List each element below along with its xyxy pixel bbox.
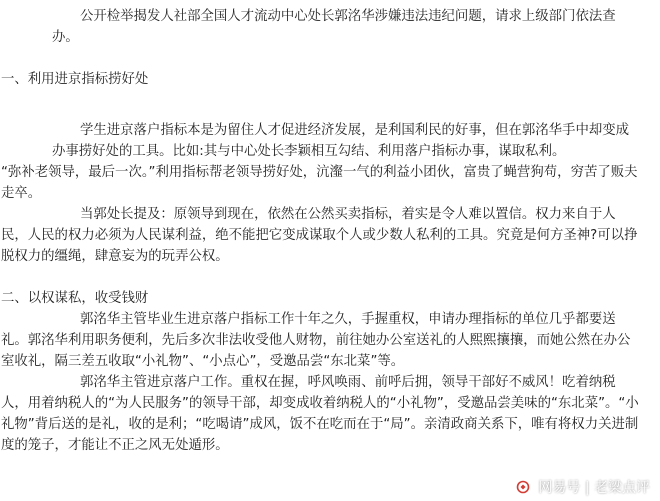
section-heading-2: 二、以权谋私，收受钱财 [1,291,149,306]
section-heading-1: 一、利用进京指标捞好处 [1,72,149,87]
watermark-text: 网易号 | 老梁点评 [538,480,650,496]
document-body [1,0,642,456]
spacer [52,48,642,69]
spacer [52,267,642,288]
section-1-paragraph-2: 当郭处长提及：原领导到现在，依然在公然买卖指标，着实是令人难以置信。权力来自于人民，人民的权力必须为人民谋利益，绝不能把它变成谋取个人或少数人私利的工具。究竟是何方圣神?可以挣脱权力的缰绳，肆意妄为的玩弄公权。 [1,207,638,264]
section-2-paragraph-2: 郭洺华主管进京落户工作。重权在握，呼风唤雨、前呼后拥，领导干部好不威风！吃着纳税人，用着纳税人的“为人民服务”的领导干部，却变成收着纳税人的“小礼物”，受邀品尝美味的“东北菜”。“小礼物”背后送的是礼，收的是利；“吃喝请”成风，饭不在吃而在于“局”。亲清政商关系下，唯有将权力关进制度的笼子，才能让不正之风无处遁形。 [1,375,639,453]
watermark [514,477,650,497]
section-1-quote: “弥补老领导，最后一次。”利用指标帮老领导捞好处，沆瀣一气的利益小团伙，富贵了蝇营狗苟，穷苦了贩夫走卒。 [1,165,638,201]
section-2-paragraph-1: 郭洺华主管毕业生进京落户指标工作十年之久，手握重权，申请办理指标的单位几乎都要送礼。郭洺华利用职务便利，先后多次非法收受他人财物，前往她办公室送礼的人熙熙攘攘，而她公然在办公室收礼，隔三差五收取“小礼物”、“小点心”，受邀品尝“东北菜”等。 [1,312,631,369]
spacer [52,90,642,120]
section-1-paragraph-1: 学生进京落户指标本是为留住人才促进经济发展，是利国利民的好事，但在郭洺华手中却变成办事捞好处的工具。比如:其与中心处长李颖相互勾结、利用落户指标办事，谋取私利。 [52,123,630,159]
intro-paragraph: 公开检举揭发人社部全国人才流动中心处长郭洺华涉嫌违法违纪问题，请求上级部门依法查办。 [52,9,616,45]
netease-logo-icon [514,478,532,496]
